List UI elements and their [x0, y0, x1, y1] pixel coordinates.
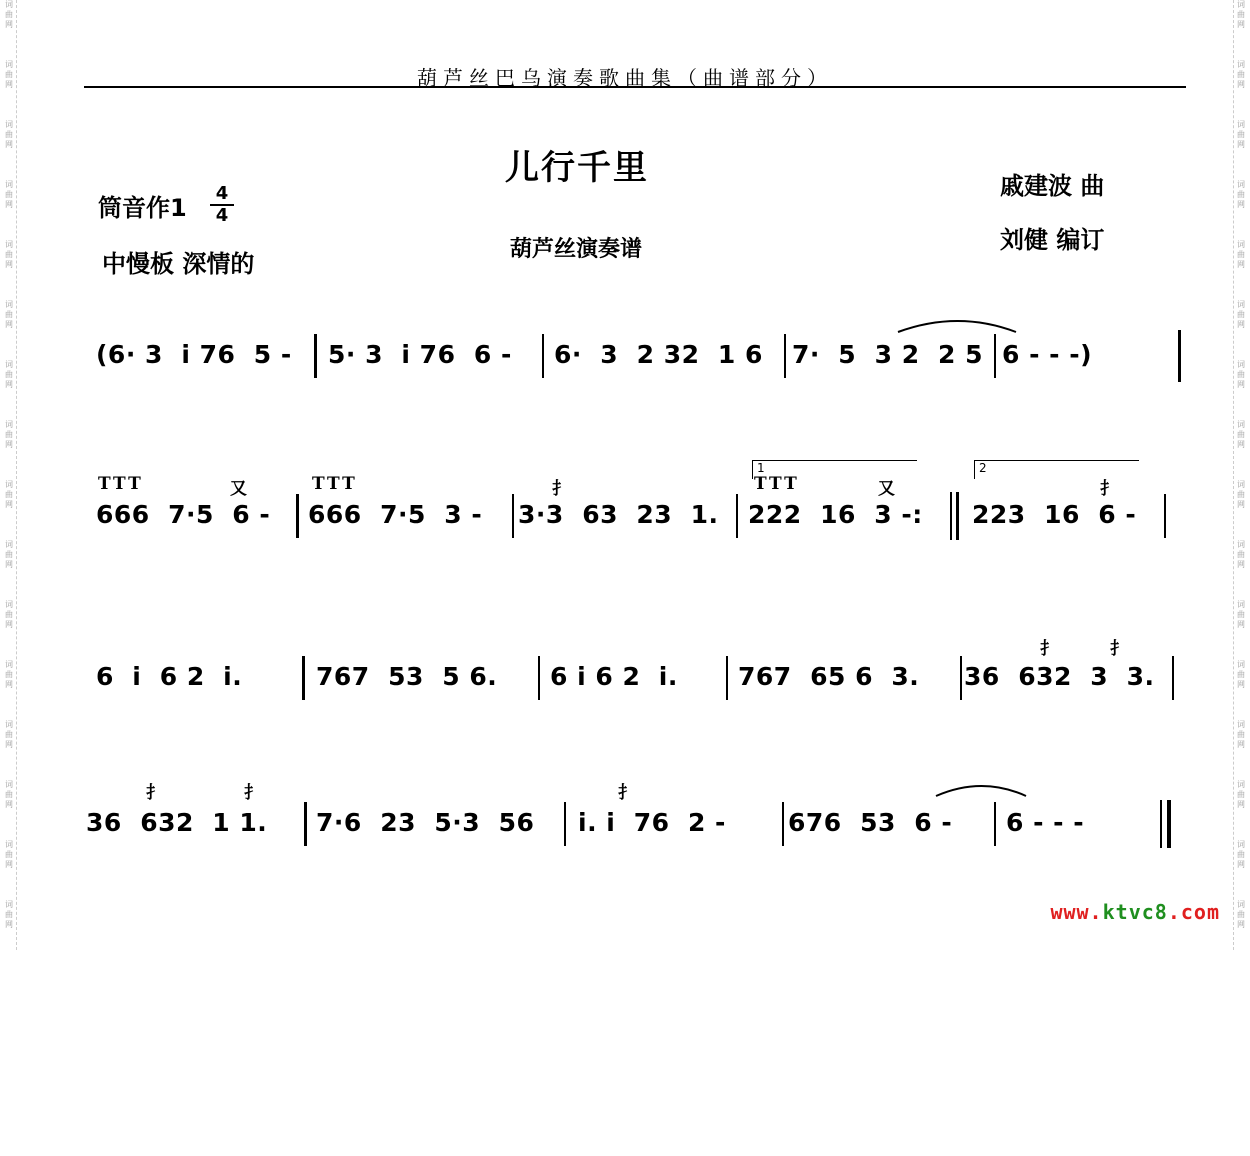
measure: 6 i 6 2 i.	[550, 662, 678, 691]
book-header: 葫芦丝巴乌演奏歌曲集（曲谱部分）	[417, 66, 833, 90]
subtitle: 葫芦丝演奏谱	[510, 237, 643, 262]
measure: 7·6 23 5·3 56	[316, 808, 535, 837]
slur-arc	[936, 786, 1026, 796]
measure: 676 53 6 -	[788, 808, 953, 837]
site-watermark: www.ktvc8.com	[1050, 900, 1220, 924]
measure: 3·3 63 23 1.	[518, 500, 719, 529]
measure: 6 - - -	[1006, 808, 1085, 837]
ornament-mark: 扌	[1040, 639, 1060, 659]
measure: i. i 76 2 -	[578, 808, 726, 837]
measure: 6 - - -)	[1002, 340, 1093, 369]
ornament-mark: 扌	[1110, 639, 1130, 659]
measure: 6 i 6 2 i.	[96, 662, 243, 691]
measure: 36 632 3 3.	[964, 662, 1155, 691]
time-signature-bottom: 4	[210, 204, 234, 226]
key-label: 筒音作1	[98, 194, 187, 222]
song-title: 儿行千里	[505, 148, 649, 188]
composer: 戚建波 曲	[1000, 172, 1105, 200]
measure: 767 53 5 6.	[316, 662, 498, 691]
slur-arc	[898, 321, 1016, 332]
editor: 刘健 编订	[1000, 226, 1105, 254]
volta-1: 1	[752, 460, 917, 479]
ornament-mark: TTT	[754, 474, 800, 494]
ornament-mark: 扌	[146, 783, 166, 803]
side-watermark-right: 词曲网 词曲网 词曲网 词曲网 词曲网 词曲网 词曲网 词曲网 词曲网 词曲网 词曲网 词曲网 词曲网 词曲网 词曲网 词曲网	[1233, 0, 1248, 950]
measure: 223 16 6 -	[972, 500, 1137, 529]
time-signature-top: 4	[215, 183, 229, 204]
ornament-mark: 扌	[1100, 479, 1120, 499]
measure: 666 7·5 3 -	[308, 500, 483, 529]
measure: 767 65 6 3.	[738, 662, 920, 691]
measure: 36 632 1 1.	[86, 808, 268, 837]
ornament-mark: 扌	[618, 783, 638, 803]
measure: 5· 3 i 76 6 -	[328, 340, 512, 369]
ornament-mark: TTT	[98, 474, 144, 494]
tempo-label: 中慢板 深情的	[102, 250, 255, 278]
ornament-mark: 扌	[552, 479, 572, 499]
ornament-mark: 扌	[244, 783, 264, 803]
ornament-mark: TTT	[312, 474, 358, 494]
side-watermark-left: 词曲网 词曲网 词曲网 词曲网 词曲网 词曲网 词曲网 词曲网 词曲网 词曲网 词曲网 词曲网 词曲网 词曲网 词曲网 词曲网	[2, 0, 17, 950]
measure: (6· 3 i 76 5 -	[96, 340, 292, 369]
measure: 666 7·5 6 -	[96, 500, 271, 529]
measure: 7· 5 3 2 2 5	[792, 340, 983, 369]
measure: 6· 3 2 32 1 6	[554, 340, 763, 369]
measure: 222 16 3 -:	[748, 500, 923, 529]
ornament-mark: 又	[230, 479, 250, 499]
ornament-mark: 又	[878, 479, 898, 499]
volta-2: 2	[974, 460, 1139, 479]
